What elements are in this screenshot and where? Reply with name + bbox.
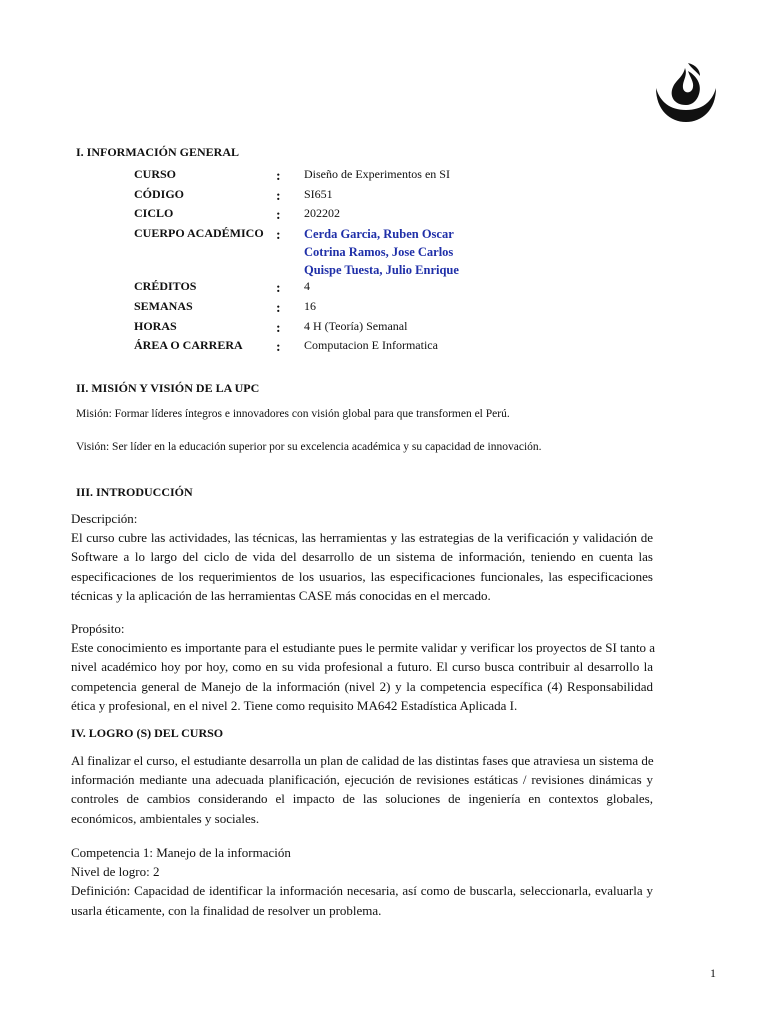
value-creditos: 4 bbox=[304, 279, 310, 293]
vision-text: Visión: Ser líder en la educación superior por su excelencia académica y su capacidad de innovación. bbox=[76, 441, 542, 453]
colon: : bbox=[276, 169, 281, 184]
descripcion-block bbox=[71, 509, 653, 605]
upc-logo-icon bbox=[652, 58, 720, 126]
proposito-line: Este conocimiento es importante para el estudiante pues le permite validar y verificar los proyectos de SI tanto a bbox=[71, 640, 656, 656]
logro-line: Al finalizar el curso, el estudiante desarrolla un plan de calidad de las distintas fases que atraviesa un sistema de bbox=[71, 753, 654, 768]
descripcion-line: Software a lo largo del ciclo de vida del desarrollo de un sistema de información, teniendo en cuenta las bbox=[71, 549, 653, 565]
definicion-line: usarla éticamente, con la finalidad de resolver un problema. bbox=[71, 902, 382, 918]
competencia-text: Competencia 1: Manejo de la información bbox=[71, 845, 291, 860]
logro-line: económicos, ambientales y sociales. bbox=[71, 810, 260, 826]
label-creditos: CRÉDITOS bbox=[134, 279, 197, 293]
section-title-mision-vision: II. MISIÓN Y VISIÓN DE LA UPC bbox=[76, 381, 260, 395]
professor-name: Cerda Garcia, Ruben Oscar bbox=[304, 227, 454, 241]
nivel-logro-text: Nivel de logro: 2 bbox=[71, 864, 160, 880]
professor-name: Quispe Tuesta, Julio Enrique bbox=[304, 263, 459, 277]
professor-name: Cotrina Ramos, Jose Carlos bbox=[304, 245, 454, 259]
value-horas: 4 H (Teoría) Semanal bbox=[304, 319, 408, 333]
label-area-carrera: ÁREA O CARRERA bbox=[134, 338, 243, 352]
value-area-carrera: Computacion E Informatica bbox=[304, 338, 438, 352]
colon: : bbox=[276, 321, 281, 336]
label-codigo: CÓDIGO bbox=[134, 187, 185, 201]
descripcion-label: Descripción: bbox=[71, 511, 138, 526]
proposito-line: ética y profesional, en el nivel 2. Tiene como requisito MA642 Estadística Aplicada I. bbox=[71, 697, 518, 713]
proposito-line: competencia general de Manejo de la información (nivel 2) y la competencia específica (4) Responsabilidad bbox=[71, 678, 653, 694]
descripcion-line: especificaciones de los requerimientos de los usuarios, las especificaciones funcionales, las especificaciones bbox=[71, 568, 653, 584]
descripcion-line: técnicas y la aplicación de las herramientas CASE más conocidas en el mercado. bbox=[71, 587, 491, 603]
section-title-informacion-general: I. INFORMACIÓN GENERAL bbox=[76, 145, 240, 159]
colon: : bbox=[276, 340, 281, 355]
competencia-block bbox=[71, 843, 653, 920]
colon: : bbox=[276, 228, 281, 243]
proposito-label: Propósito: bbox=[71, 621, 125, 636]
label-horas: HORAS bbox=[134, 319, 177, 333]
colon: : bbox=[276, 189, 281, 204]
logro-line: información mediante una adecuada planificación, ejecución de revisiones estáticas / revisiones dinámicas y bbox=[71, 772, 653, 788]
colon: : bbox=[276, 208, 281, 223]
logro-block bbox=[71, 751, 653, 828]
section-title-introduccion: III. INTRODUCCIÓN bbox=[76, 485, 193, 499]
label-curso: CURSO bbox=[134, 167, 177, 181]
value-curso: Diseño de Experimentos en SI bbox=[304, 167, 450, 181]
descripcion-line: El curso cubre las actividades, las técnicas, las herramientas y las estrategias de la verificación y validación de bbox=[71, 530, 653, 546]
proposito-line: nivel académico hoy por hoy, como en su vida profesional a futuro. El curso busca contribuir al desarrollo la bbox=[71, 659, 653, 675]
page-number: 1 bbox=[710, 966, 716, 980]
definicion-line: Definición: Capacidad de identificar la información necesaria, así como de buscarla, seleccionarla, evaluarla y bbox=[71, 883, 653, 899]
label-cuerpo-academico: CUERPO ACADÉMICO bbox=[134, 226, 264, 240]
label-ciclo: CICLO bbox=[134, 206, 174, 220]
value-codigo: SI651 bbox=[304, 187, 333, 201]
section-title-logro: IV. LOGRO (S) DEL CURSO bbox=[71, 726, 224, 740]
colon: : bbox=[276, 301, 281, 316]
value-semanas: 16 bbox=[304, 299, 316, 313]
colon: : bbox=[276, 281, 281, 296]
logro-line: controles de cambios considerando el impacto de las soluciones de ingeniería en contextos globales, bbox=[71, 791, 653, 807]
value-ciclo: 202202 bbox=[304, 206, 340, 220]
proposito-block bbox=[71, 619, 656, 715]
label-semanas: SEMANAS bbox=[134, 299, 193, 313]
mision-text: Misión: Formar líderes íntegros e innovadores con visión global para que transformen el Perú. bbox=[76, 408, 510, 420]
